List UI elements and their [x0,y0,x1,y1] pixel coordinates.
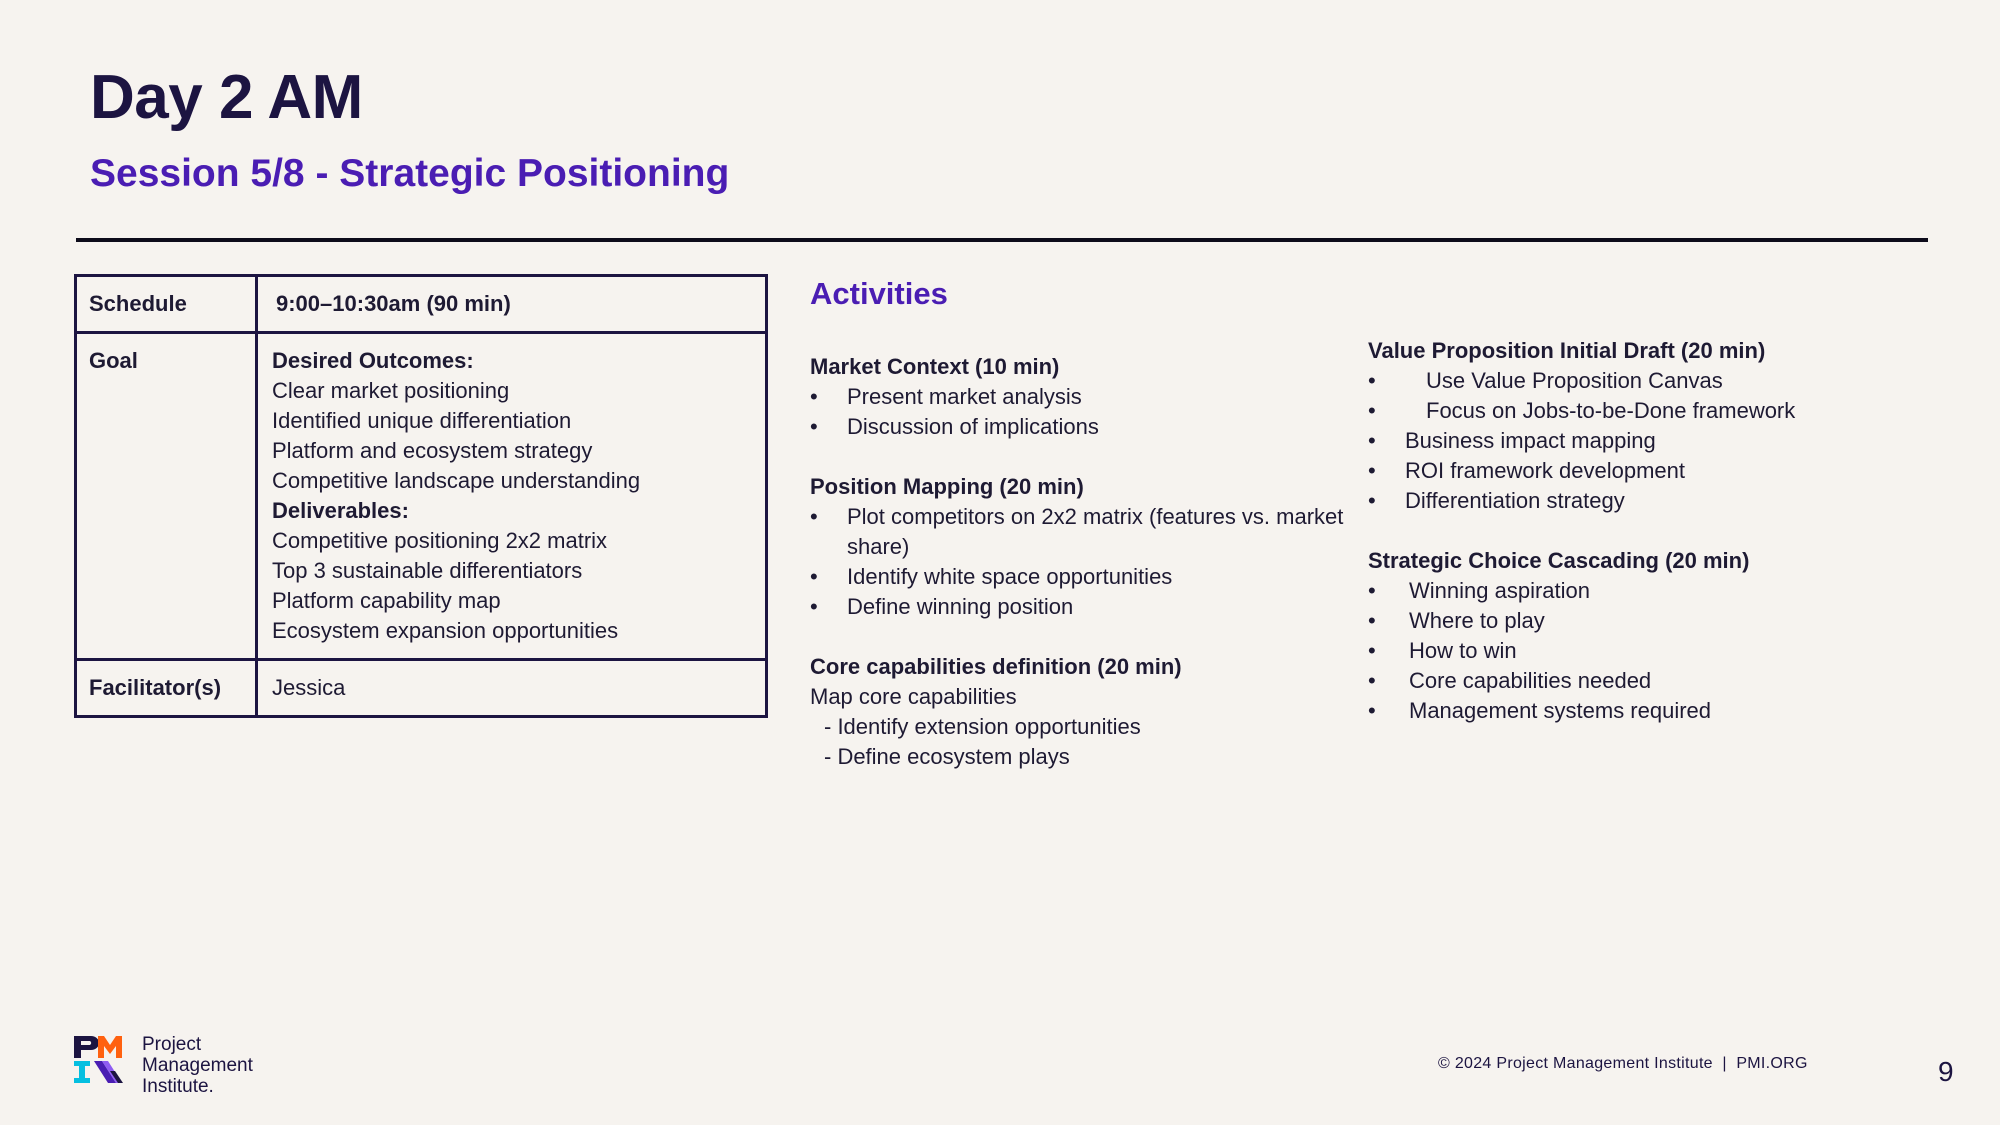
deliverable-item: Ecosystem expansion opportunities [272,618,619,643]
strategic-choice-section [1368,546,1928,726]
position-mapping-section [810,472,1350,622]
slide-subtitle: Session 5/8 - Strategic Positioning [90,152,730,195]
outcome-item: Identified unique differentiation [272,408,572,433]
deliverable-item: Top 3 sustainable differentiators [272,558,583,583]
facilitator-label: Facilitator(s) [76,660,257,717]
activities-column-right [1368,336,1928,756]
market-context-section [810,352,1350,442]
core-capabilities-section [810,652,1350,772]
goal-label: Goal [76,333,257,660]
page-number: 9 [1938,1056,1954,1087]
goal-value [257,333,767,660]
facilitator-value: Jessica [257,660,767,717]
activities-column-left [810,352,1350,802]
section-title: Market Context (10 min) [810,354,1060,379]
list-item: • Define winning position [810,592,1350,622]
list-item: • Business impact mapping [1368,426,1928,456]
slide-title: Day 2 AM [90,63,363,132]
list-item: • ROI framework development [1368,456,1928,486]
list-item: • Identify white space opportunities [810,562,1350,592]
activities-heading: Activities [810,276,948,311]
list-item: • Present market analysis [810,382,1350,412]
deliverables-heading: Deliverables: [272,498,409,523]
list-item: - Identify extension opportunities [824,714,1141,739]
list-item: • Where to play [1368,606,1928,636]
list-item: • Management systems required [1368,696,1928,726]
section-title: Core capabilities definition (20 min) [810,654,1182,679]
list-item: • Use Value Proposition Canvas [1368,366,1928,396]
logo-text: Project Management Institute. [142,1034,253,1097]
deliverable-item: Platform capability map [272,588,501,613]
title-divider [76,238,1928,242]
list-item: • Focus on Jobs-to-be-Done framework [1368,396,1928,426]
outcome-item: Competitive landscape understanding [272,468,641,493]
section-intro: Map core capabilities [810,684,1017,709]
list-item: - Define ecosystem plays [824,744,1070,769]
list-item: • Differentiation strategy [1368,486,1928,516]
section-title: Position Mapping (20 min) [810,474,1084,499]
outcomes-heading: Desired Outcomes: [272,348,474,373]
table-row [76,333,767,660]
schedule-value: 9:00–10:30am (90 min) [257,276,767,333]
list-item: • How to win [1368,636,1928,666]
table-row [76,276,767,333]
list-item: • Winning aspiration [1368,576,1928,606]
copyright: © 2024 Project Management Institute | PMI.ORG [1438,1055,1808,1072]
schedule-table [74,274,768,718]
section-title: Strategic Choice Cascading (20 min) [1368,548,1750,573]
section-title: Value Proposition Initial Draft (20 min) [1368,338,1766,363]
table-row [76,660,767,717]
schedule-label: Schedule [76,276,257,333]
outcome-item: Clear market positioning [272,378,510,403]
outcome-item: Platform and ecosystem strategy [272,438,593,463]
list-item: • Plot competitors on 2x2 matrix (features vs. market share) [810,502,1350,562]
deliverable-item: Competitive positioning 2x2 matrix [272,528,608,553]
value-proposition-section [1368,336,1928,516]
list-item: • Core capabilities needed [1368,666,1928,696]
list-item: • Discussion of implications [810,412,1350,442]
